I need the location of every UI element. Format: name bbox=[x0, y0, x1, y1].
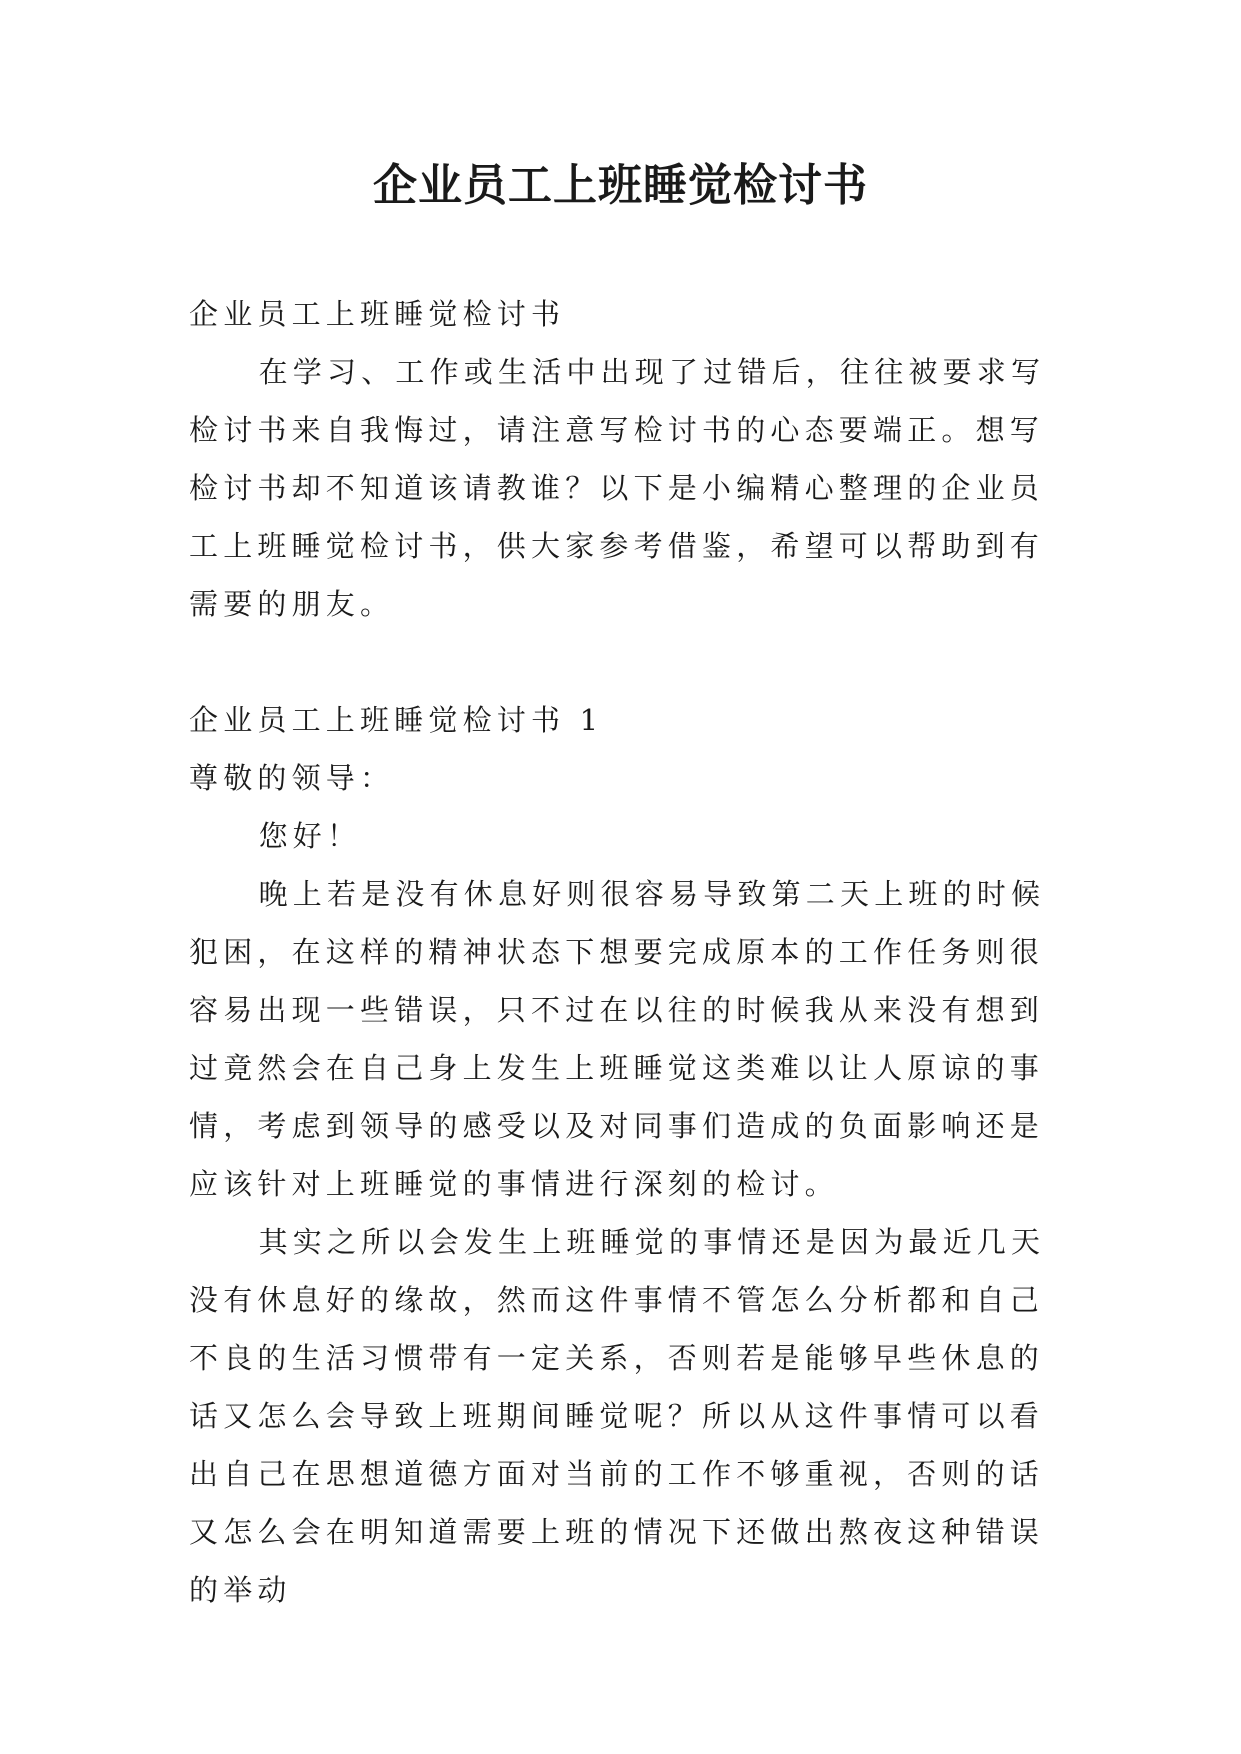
body-paragraph-2: 其实之所以会发生上班睡觉的事情还是因为最近几天没有休息好的缘故，然而这件事情不管怎么分析都和自己不良的生活习惯带有一定关系，否则若是能够早些休息的话又怎么会导致上班期间睡觉呢？所以从这件事情可以看出自己在思想道德方面对当前的工作不够重视，否则的话又怎么会在明知道需要上班的情况下还做出熬夜这种错误的举动 bbox=[189, 1225, 1046, 1607]
body-paragraph-1: 晚上若是没有休息好则很容易导致第二天上班的时候犯困，在这样的精神状态下想要完成原本的工作任务则很容易出现一些错误，只不过在以往的时候我从来没有想到过竟然会在自己身上发生上班睡觉这类难以让人原谅的事情，考虑到领导的感受以及对同事们造成的负面影响还是应该针对上班睡觉的事情进行深刻的检讨。 bbox=[189, 877, 1046, 1201]
salutation: 尊敬的领导： bbox=[189, 761, 395, 795]
paragraph-spacer bbox=[189, 633, 1059, 691]
document-title: 企业员工上班睡觉检讨书 bbox=[373, 160, 868, 211]
document-body bbox=[189, 285, 1059, 1619]
greeting: 您好！ bbox=[258, 819, 362, 853]
section-heading: 企业员工上班睡觉检讨书 1 bbox=[189, 703, 604, 737]
intro-paragraph: 在学习、工作或生活中出现了过错后，往往被要求写检讨书来自我悔过，请注意写检讨书的心态要端正。想写检讨书却不知道该请教谁？以下是小编精心整理的企业员工上班睡觉检讨书，供大家参考借鉴，希望可以帮助到有需要的朋友。 bbox=[189, 355, 1046, 621]
document-subtitle: 企业员工上班睡觉检讨书 bbox=[189, 297, 566, 331]
